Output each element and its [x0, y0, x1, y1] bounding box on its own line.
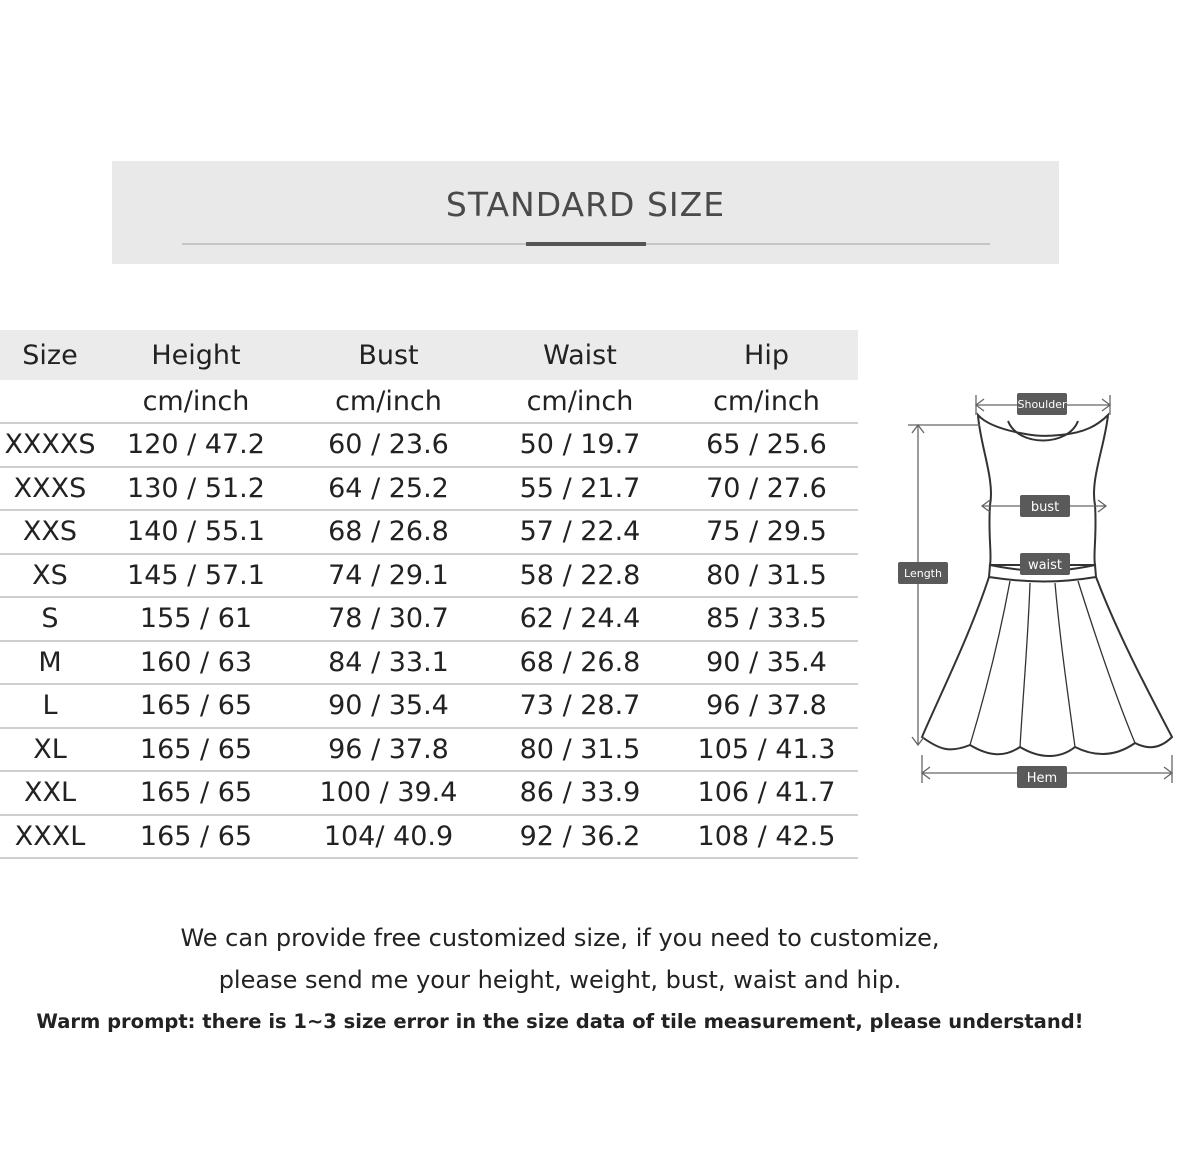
cell-size: XXXXS — [0, 423, 100, 467]
cell-size: S — [0, 597, 100, 641]
unit-size — [0, 380, 100, 423]
dress-measurement-diagram — [880, 385, 1180, 805]
header-bust: Bust — [292, 330, 485, 380]
table-row — [0, 510, 858, 554]
cell-height: 145 / 57.1 — [100, 554, 292, 598]
length-label: Length — [904, 567, 942, 580]
table-row — [0, 815, 858, 859]
unit-waist: cm/inch — [485, 380, 675, 423]
unit-hip: cm/inch — [675, 380, 858, 423]
cell-waist: 62 / 24.4 — [485, 597, 675, 641]
bust-label: bust — [1030, 500, 1060, 515]
table-row — [0, 728, 858, 772]
cell-height: 130 / 51.2 — [100, 467, 292, 511]
cell-waist: 68 / 26.8 — [485, 641, 675, 685]
cell-hip: 75 / 29.5 — [675, 510, 858, 554]
cell-height: 165 / 65 — [100, 771, 292, 815]
cell-bust: 100 / 39.4 — [292, 771, 485, 815]
warm-prompt-note: Warm prompt: there is 1~3 size error in the size data of tile measurement, please understand! — [36, 1010, 1084, 1033]
banner-divider-accent — [526, 242, 646, 246]
table-row — [0, 771, 858, 815]
cell-waist: 86 / 33.9 — [485, 771, 675, 815]
table-row — [0, 641, 858, 685]
cell-height: 140 / 55.1 — [100, 510, 292, 554]
cell-size: XXXL — [0, 815, 100, 859]
header-hip: Hip — [675, 330, 858, 380]
dress-outline-icon — [922, 415, 1172, 756]
cell-height: 165 / 65 — [100, 815, 292, 859]
cell-hip: 70 / 27.6 — [675, 467, 858, 511]
cell-height: 160 / 63 — [100, 641, 292, 685]
unit-height: cm/inch — [100, 380, 292, 423]
cell-hip: 85 / 33.5 — [675, 597, 858, 641]
cell-waist: 58 / 22.8 — [485, 554, 675, 598]
length-measure-icon — [908, 425, 980, 745]
cell-waist: 80 / 31.5 — [485, 728, 675, 772]
table-row — [0, 684, 858, 728]
unit-bust: cm/inch — [292, 380, 485, 423]
header-waist: Waist — [485, 330, 675, 380]
cell-size: L — [0, 684, 100, 728]
table-header-row — [0, 330, 858, 380]
table-units-row — [0, 380, 858, 423]
cell-bust: 74 / 29.1 — [292, 554, 485, 598]
cell-hip: 96 / 37.8 — [675, 684, 858, 728]
hem-label: Hem — [1026, 771, 1058, 786]
cell-bust: 78 / 30.7 — [292, 597, 485, 641]
cell-waist: 57 / 22.4 — [485, 510, 675, 554]
cell-bust: 96 / 37.8 — [292, 728, 485, 772]
cell-waist: 50 / 19.7 — [485, 423, 675, 467]
cell-size: XXL — [0, 771, 100, 815]
custom-size-note-line-1: We can provide free customized size, if you need to customize, — [180, 924, 940, 952]
cell-bust: 84 / 33.1 — [292, 641, 485, 685]
cell-hip: 105 / 41.3 — [675, 728, 858, 772]
cell-height: 165 / 65 — [100, 684, 292, 728]
cell-hip: 106 / 41.7 — [675, 771, 858, 815]
cell-hip: 108 / 42.5 — [675, 815, 858, 859]
cell-bust: 60 / 23.6 — [292, 423, 485, 467]
cell-size: XXXS — [0, 467, 100, 511]
cell-waist: 73 / 28.7 — [485, 684, 675, 728]
table-row — [0, 554, 858, 598]
table-row — [0, 423, 858, 467]
cell-height: 120 / 47.2 — [100, 423, 292, 467]
cell-bust: 90 / 35.4 — [292, 684, 485, 728]
cell-bust: 68 / 26.8 — [292, 510, 485, 554]
title-banner — [112, 161, 1059, 264]
cell-height: 155 / 61 — [100, 597, 292, 641]
shoulder-label: Shoulder — [1017, 398, 1067, 411]
cell-hip: 90 / 35.4 — [675, 641, 858, 685]
table-row — [0, 597, 858, 641]
cell-waist: 92 / 36.2 — [485, 815, 675, 859]
header-size: Size — [0, 330, 100, 380]
banner-title: STANDARD SIZE — [445, 185, 726, 224]
cell-size: XS — [0, 554, 100, 598]
cell-size: XXS — [0, 510, 100, 554]
size-chart-table — [0, 330, 858, 859]
waist-label: waist — [1027, 558, 1063, 573]
cell-size: M — [0, 641, 100, 685]
cell-hip: 65 / 25.6 — [675, 423, 858, 467]
header-height: Height — [100, 330, 292, 380]
cell-bust: 104/ 40.9 — [292, 815, 485, 859]
custom-size-note-line-2: please send me your height, weight, bust, waist and hip. — [218, 966, 902, 994]
cell-size: XL — [0, 728, 100, 772]
cell-bust: 64 / 25.2 — [292, 467, 485, 511]
cell-hip: 80 / 31.5 — [675, 554, 858, 598]
table-row — [0, 467, 858, 511]
cell-height: 165 / 65 — [100, 728, 292, 772]
cell-waist: 55 / 21.7 — [485, 467, 675, 511]
